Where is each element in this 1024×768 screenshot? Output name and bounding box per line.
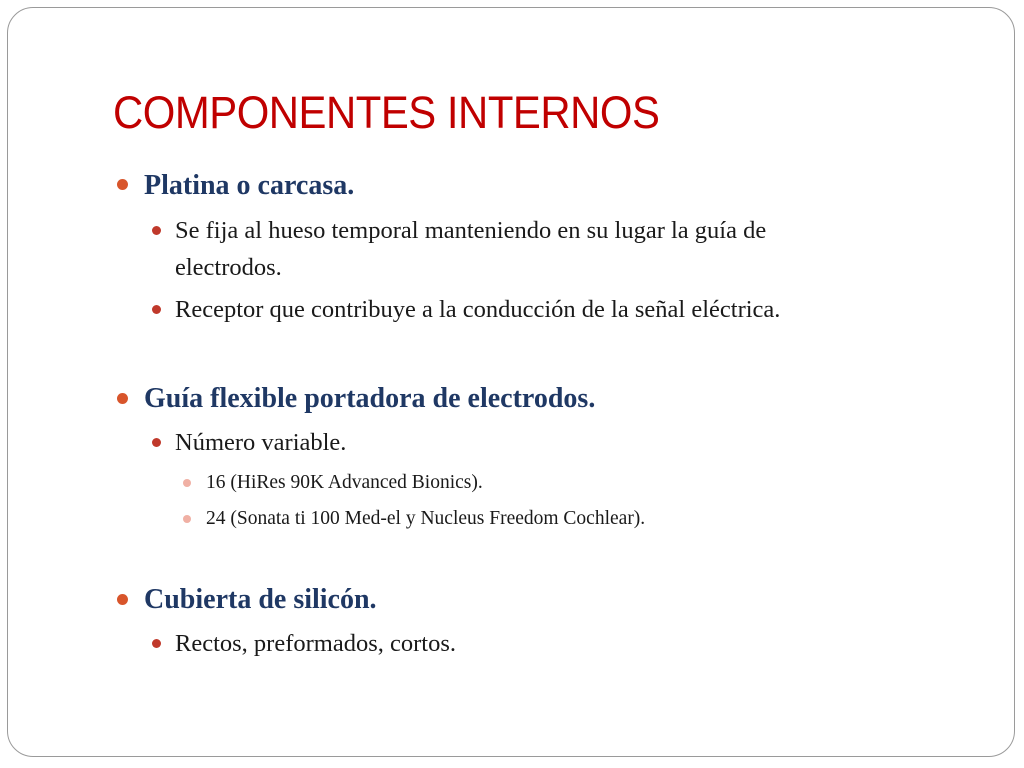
heading-text: Platina o carcasa.	[144, 170, 355, 201]
bullet-icon	[152, 438, 161, 447]
bullet-icon	[117, 179, 128, 190]
heading-text: Guía flexible portadora de electrodos.	[144, 383, 596, 414]
bullet-icon	[152, 639, 161, 648]
bullet-icon	[152, 226, 161, 235]
list-item-text: Número variable.	[175, 429, 347, 456]
bullet-icon	[117, 594, 128, 605]
bullet-icon	[152, 305, 161, 314]
list-item-text: Se fija al hueso temporal manteniendo en su lugar la guía de	[175, 217, 767, 244]
bullet-icon	[183, 515, 191, 523]
bullet-icon	[183, 479, 191, 487]
list-item-text: Receptor que contribuye a la conducción de la señal eléctrica.	[175, 296, 781, 323]
slide-title: COMPONENTES INTERNOS	[113, 87, 660, 138]
list-item-text: Rectos, preformados, cortos.	[175, 630, 456, 657]
list-item-text-continued: electrodos.	[175, 254, 282, 281]
sub-list-item-text: 16 (HiRes 90K Advanced Bionics).	[206, 472, 483, 493]
heading-text: Cubierta de silicón.	[144, 584, 377, 615]
sub-list-item-text: 24 (Sonata ti 100 Med-el y Nucleus Freedom Cochlear).	[206, 508, 646, 529]
bullet-icon	[117, 393, 128, 404]
